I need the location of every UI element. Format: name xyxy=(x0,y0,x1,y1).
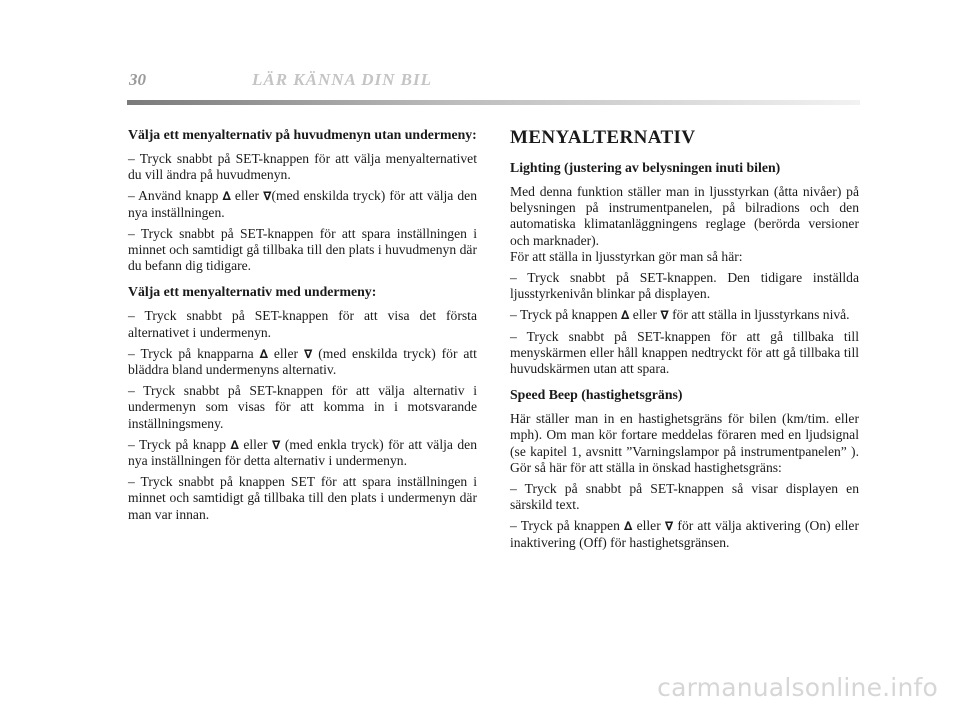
page-number: 30 xyxy=(129,70,146,89)
up-triangle-icon: ∆ xyxy=(230,437,239,452)
paragraph: – Tryck snabbt på SET-knappen. Den tidigare inställda ljusstyrkenivån blinkar på displayen. xyxy=(510,270,859,302)
paragraph: – Tryck på knappen ∆ eller ∇ för att ställa in ljusstyrkans nivå. xyxy=(510,307,850,323)
paragraph: – Tryck snabbt på SET-knappen för att spara inställningen i minnet och samtidigt gå tillbaka till den plats i huvudmenyn där du befann dig tidigare. xyxy=(128,225,477,274)
page-header xyxy=(127,70,860,110)
watermark: carmanualsonline.info xyxy=(657,673,938,702)
running-title: LÄR KÄNNA DIN BIL xyxy=(252,70,432,89)
paragraph: Med denna funktion ställer man in ljusstyrkan (åtta nivåer) på belysningen på instrumentpanelen, på bilradions och den automatiska klimatanläggningens reglage (berörda versioner och marknader). xyxy=(510,184,859,248)
down-triangle-icon: ∇ xyxy=(272,437,281,452)
paragraph: – Tryck på knappen ∆ eller ∇ för att välja aktivering (On) eller inaktivering (Off) för hastighetsgränsen. xyxy=(510,518,859,550)
down-triangle-icon: ∇ xyxy=(660,308,669,323)
paragraph: – Tryck snabbt på SET-knappen för att välja alternativ i undermenyn som visas för att komma in i motsvarande inställningsmeny. xyxy=(128,383,477,431)
heading-no-submenu: Välja ett menyalternativ på huvudmenyn utan undermeny: xyxy=(128,127,477,142)
left-column xyxy=(128,127,477,528)
section-title: MENYALTERNATIV xyxy=(510,127,696,148)
paragraph: – Tryck snabbt på SET-knappen för att välja menyalternativet du vill ändra på huvudmenyn. xyxy=(128,151,477,183)
paragraph: – Använd knapp ∆ eller ∇(med enskilda tryck) för att välja den nya inställningen. xyxy=(128,188,477,220)
paragraph: – Tryck snabbt på SET-knappen för att visa det första alternativet i undermenyn. xyxy=(128,308,477,340)
down-triangle-icon: ∇ xyxy=(664,519,674,534)
paragraph: – Tryck snabbt på knappen SET för att spara inställningen i minnet och samtidigt gå tillbaka till den plats i undermenyn där man var innan. xyxy=(128,474,477,522)
up-triangle-icon: ∆ xyxy=(621,308,630,323)
paragraph: – Tryck på knapp ∆ eller ∇ (med enkla tryck) för att välja den nya inställningen för detta alternativ i undermenyn. xyxy=(128,436,478,469)
paragraph: – Tryck snabbt på SET-knappen för att gå tillbaka till menyskärmen eller håll knappen nedtryckt för att gå tillbaka till huvudskärmen utan att spara. xyxy=(510,328,859,377)
lighting-heading: Lighting (justering av belysningen inuti bilen) xyxy=(510,160,781,175)
paragraph: – Tryck på snabbt på SET-knappen så visar displayen en särskild text. xyxy=(510,481,859,513)
down-triangle-icon: ∇ xyxy=(263,189,272,204)
right-column xyxy=(510,127,859,556)
header-rule xyxy=(127,100,860,105)
up-triangle-icon: ∆ xyxy=(624,519,633,534)
paragraph: För att ställa in ljusstyrkan gör man så här: xyxy=(510,248,743,264)
up-triangle-icon: ∆ xyxy=(222,189,231,204)
down-triangle-icon: ∇ xyxy=(303,346,313,361)
speed-beep-heading: Speed Beep (hastighetsgräns) xyxy=(510,387,683,403)
paragraph: – Tryck på knapparna ∆ eller ∇ (med enskilda tryck) för att bläddra bland undermenyns alternativ. xyxy=(128,345,477,378)
heading-with-submenu: Välja ett menyalternativ med undermeny: xyxy=(128,284,377,300)
paragraph: Här ställer man in en hastighetsgräns för bilen (km/tim. eller mph). Om man kör fortare meddelas föraren med en ljudsignal (se kapitel 1, avsnitt ”Varningslampor på instrumentpanelen” ). Gör så här för att ställa in önskad hastighetsgräns: xyxy=(510,411,859,475)
up-triangle-icon: ∆ xyxy=(259,346,268,361)
